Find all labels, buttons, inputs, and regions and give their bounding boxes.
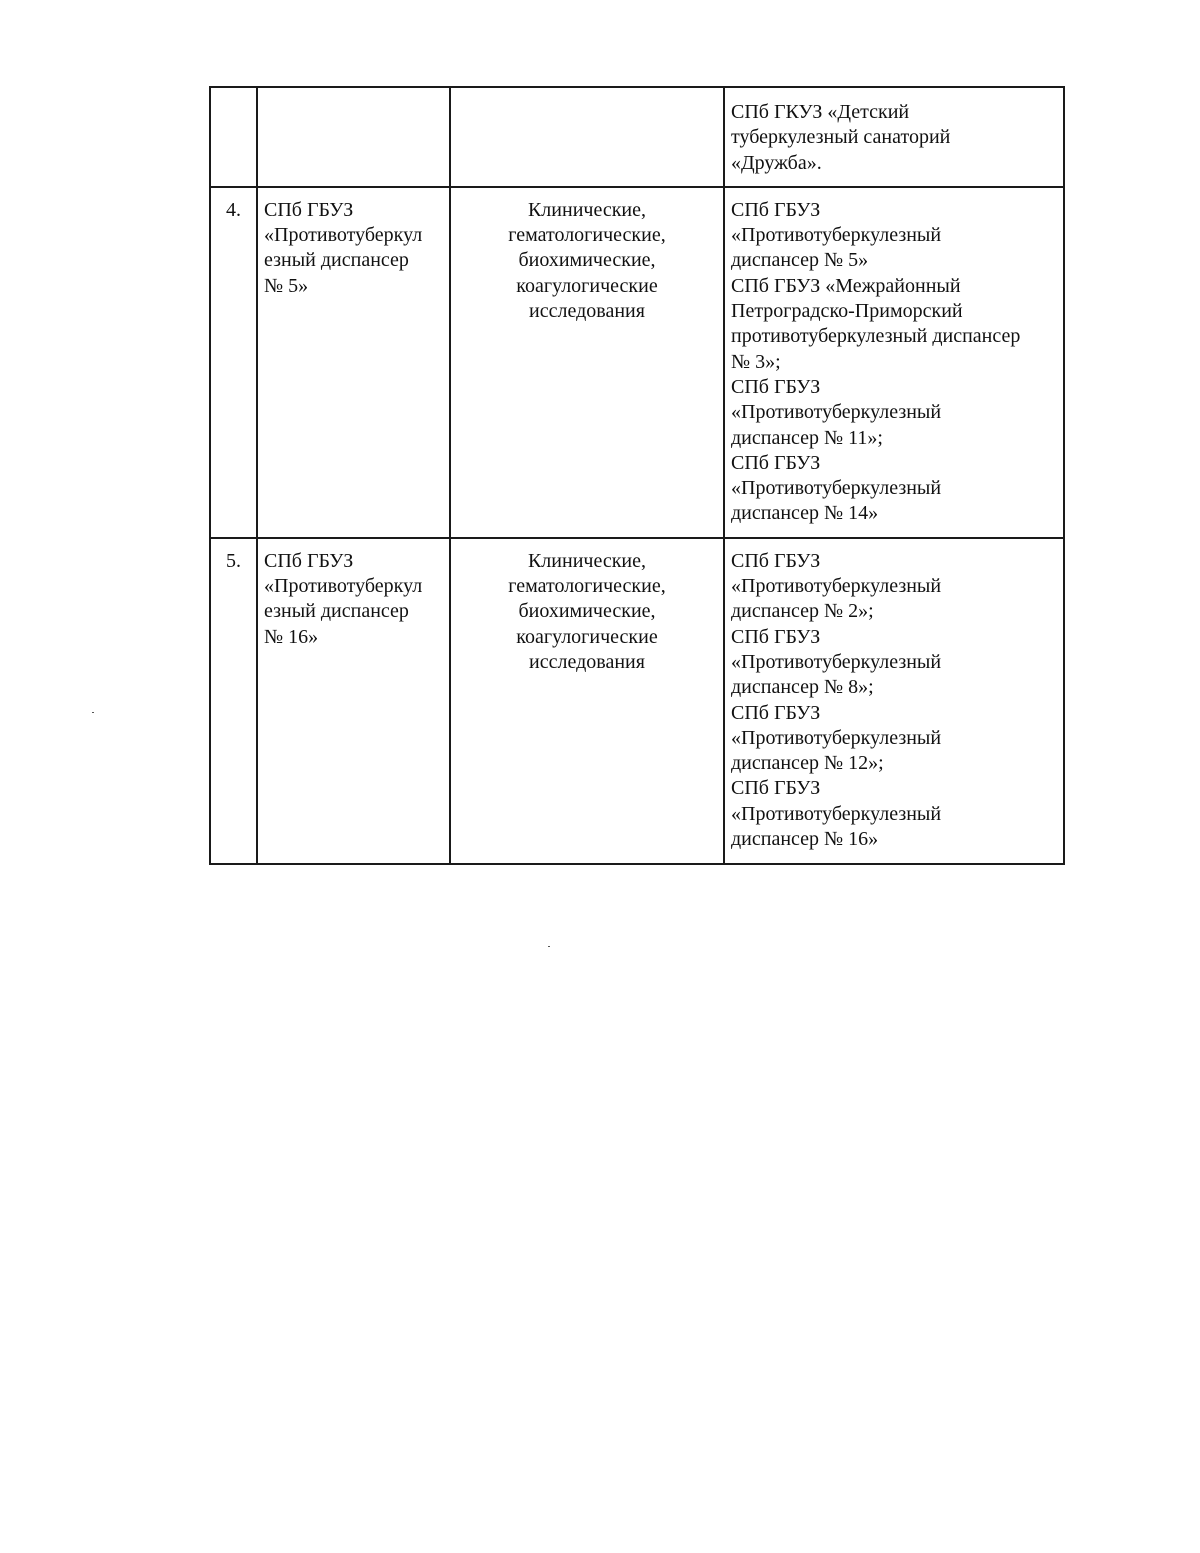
laboratory-cell <box>257 187 450 538</box>
laboratory-name: СПб ГБУЗ «Противотуберкул езный диспансер № 16» <box>264 549 423 648</box>
row-number-cell <box>210 187 257 538</box>
recipients-list: СПб ГБУЗ «Противотуберкулезный диспансер № 2»; СПб ГБУЗ «Противотуберкулезный диспансер № 8»; СПб ГБУЗ «Противотуберкулезный диспансер № 12»; СПб ГБУЗ «Противотуберкулезный диспансер № 16» <box>731 549 942 851</box>
row-number-cell <box>210 538 257 864</box>
scan-speck <box>548 946 550 947</box>
research-types: Клинические, гематологические, биохимические, коагулогические исследования <box>508 198 666 323</box>
row-number: 4. <box>226 198 241 221</box>
research-types-cell <box>450 187 724 538</box>
laboratory-cell <box>257 538 450 864</box>
recipients-list: СПб ГБУЗ «Противотуберкулезный диспансер № 5» СПб ГБУЗ «Межрайонный Петроградско-Приморский противотуберкулезный диспансер № 3»; СПб ГБУЗ «Противотуберкулезный диспансер № 11»; СПб ГБУЗ «Противотуберкулезный диспансер № 14» <box>731 198 1021 525</box>
row-number-cell <box>210 87 257 187</box>
recipients-cell <box>724 87 1064 187</box>
recipients-list: СПб ГКУЗ «Детский туберкулезный санаторий «Дружба». <box>731 101 951 174</box>
laboratory-cell <box>257 87 450 187</box>
research-types-cell <box>450 87 724 187</box>
table-row <box>210 87 1064 187</box>
lab-distribution-table <box>209 86 1065 865</box>
research-types: Клинические, гематологические, биохимические, коагулогические исследования <box>508 549 666 673</box>
laboratory-name: СПб ГБУЗ «Противотуберкул езный диспансер № 5» <box>264 198 423 297</box>
recipients-cell <box>724 538 1064 864</box>
row-number: 5. <box>226 549 241 572</box>
recipients-cell <box>724 187 1064 538</box>
table-row <box>210 187 1064 538</box>
table-row <box>210 538 1064 864</box>
research-types-cell <box>450 538 724 864</box>
scan-speck <box>92 712 94 713</box>
